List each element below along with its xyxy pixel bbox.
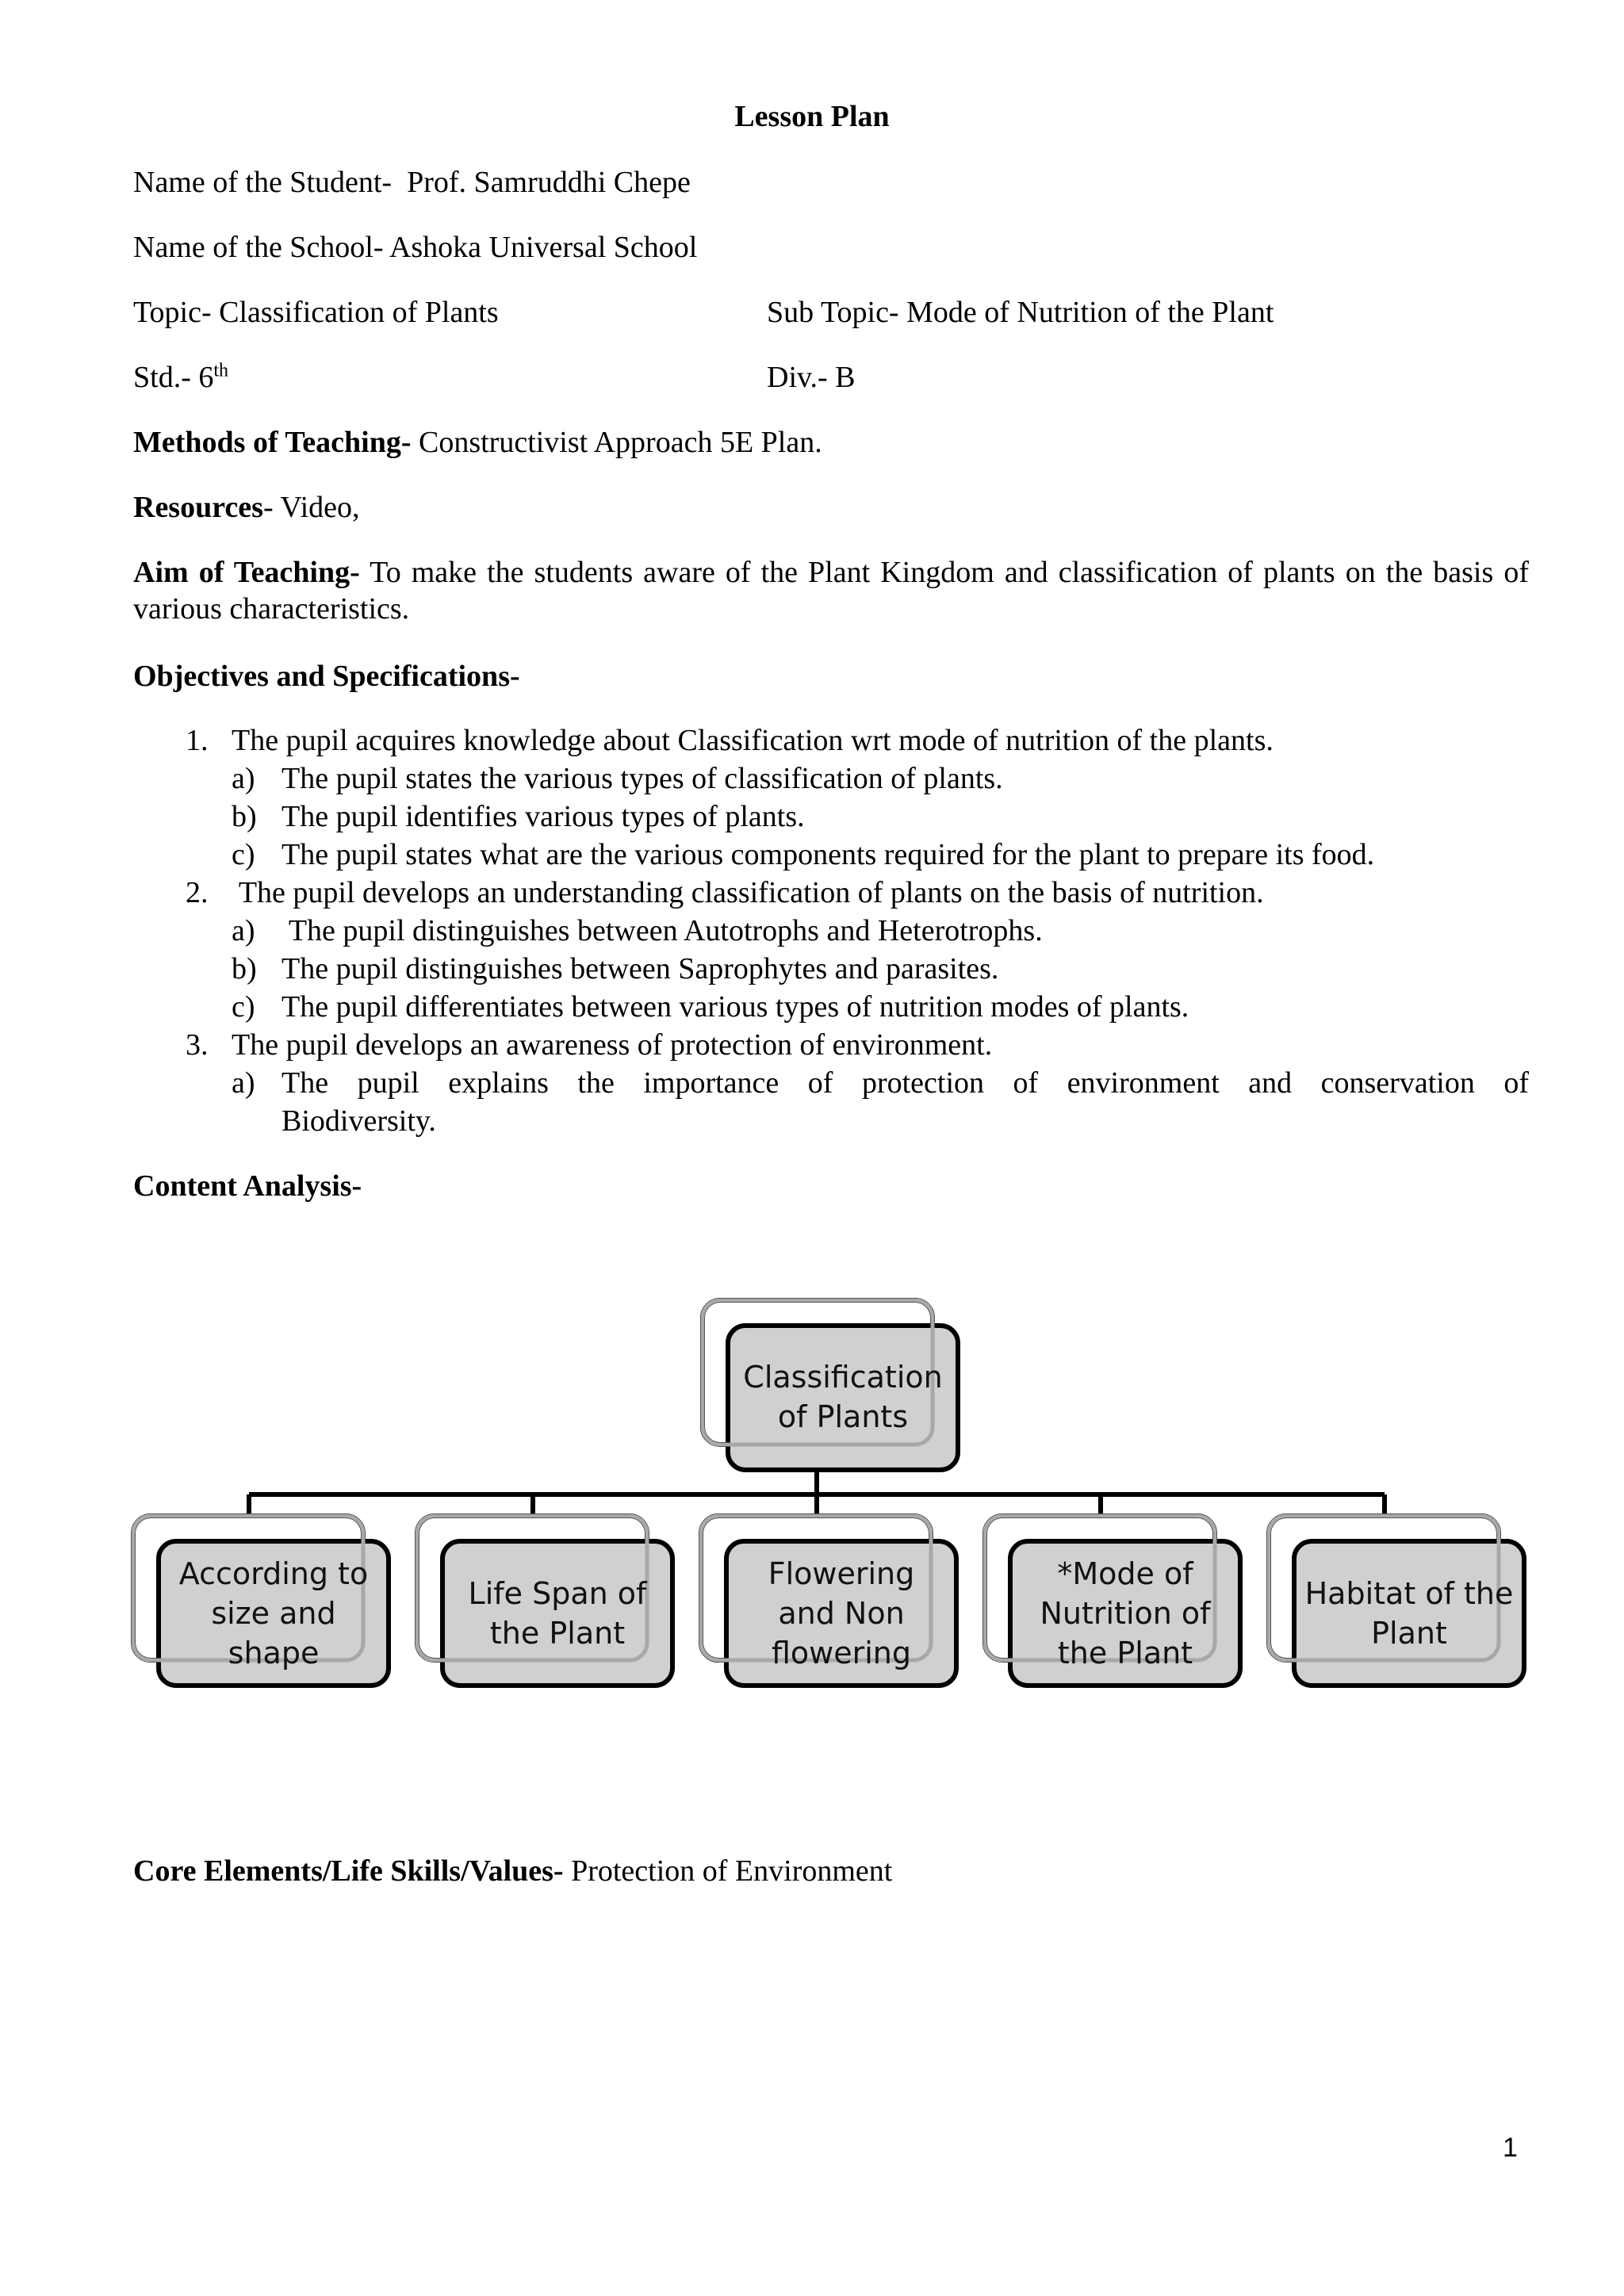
child-node-life-span	[417, 1516, 672, 1686]
objective-subtext: The pupil distinguishes between Saprophytes and parasites.	[282, 952, 999, 985]
resources-label: Resources	[133, 491, 263, 524]
child-node-label-line: flowering	[771, 1636, 912, 1670]
child-node-label-line: shape	[228, 1636, 320, 1670]
child-node-habitat	[1269, 1516, 1524, 1686]
child-node-nutrition	[985, 1516, 1240, 1686]
core-elements-value: Protection of Environment	[563, 1854, 893, 1888]
child-node-label-line: *Mode of	[1057, 1556, 1193, 1591]
child-node-label-line: Habitat of the	[1304, 1576, 1514, 1611]
objective-number: 3.	[186, 1028, 209, 1062]
child-node-label-line: Flowering	[768, 1556, 915, 1591]
objective-number: 2.	[186, 876, 209, 909]
objective-subnumber: b)	[232, 952, 257, 985]
topic-text: Topic- Classification of Plants	[133, 296, 499, 329]
std-superscript: th	[213, 360, 229, 381]
school-label: Name of the School-	[133, 231, 384, 264]
objective-subtext-continued: Biodiversity.	[282, 1104, 436, 1138]
child-node-box	[442, 1541, 672, 1686]
student-value: Prof. Samruddhi Chepe	[407, 166, 691, 199]
root-node-box	[728, 1326, 958, 1470]
child-node-label-line: Nutrition of	[1040, 1596, 1211, 1631]
objective-subnumber: a)	[232, 914, 255, 947]
objective-subtext: The pupil distinguishes between Autotrophs and Heterotrophs.	[282, 914, 1043, 947]
root-node-label-line: Classification	[743, 1360, 943, 1395]
subtopic-text: Sub Topic- Mode of Nutrition of the Plant	[767, 296, 1274, 329]
child-node-size-shape	[133, 1516, 389, 1686]
objective-subtext: The pupil states what are the various components required for the plant to prepare its food.	[282, 838, 1375, 871]
student-label: Name of the Student-	[133, 166, 393, 199]
child-node-label-line: Plant	[1371, 1616, 1447, 1651]
objective-subtext: The pupil states the various types of classification of plants.	[282, 762, 1003, 795]
objective-text: The pupil develops an understanding classification of plants on the basis of nutrition.	[232, 876, 1264, 909]
objective-subtext: The pupil differentiates between various types of nutrition modes of plants.	[282, 990, 1189, 1024]
objective-subnumber: a)	[232, 1066, 255, 1100]
root-node-label-line: of Plants	[777, 1399, 909, 1434]
child-node-label-line: size and	[211, 1596, 336, 1631]
child-node-label-line: the Plant	[1057, 1636, 1193, 1670]
core-elements-label: Core Elements/Life Skills/Values-	[133, 1854, 564, 1888]
objective-subtext: The pupil explains the importance of protection of environment and conservation of	[282, 1066, 1529, 1100]
methods-value: Constructivist Approach 5E Plan.	[411, 426, 822, 459]
objective-subnumber: a)	[232, 762, 255, 795]
root-node	[703, 1300, 958, 1470]
objective-subnumber: b)	[232, 800, 257, 833]
connector-lines	[249, 1470, 1385, 1516]
child-node-label-line: According to	[178, 1556, 369, 1591]
objective-number: 1.	[186, 724, 209, 757]
aim-label: Aim of Teaching-	[133, 556, 360, 589]
page-number: 1	[1503, 2133, 1518, 2163]
aim-value: To make the students aware of the Plant Kingdom and classification of plants on the basis of various characteristics.	[133, 556, 1529, 626]
methods-label: Methods of Teaching-	[133, 426, 412, 459]
objective-subtext: The pupil identifies various types of plants.	[282, 800, 805, 833]
child-node-box	[1294, 1541, 1524, 1686]
child-node-label-line: the Plant	[489, 1616, 626, 1651]
objective-text: The pupil acquires knowledge about Classification wrt mode of nutrition of the plants.	[232, 724, 1274, 757]
objective-text: The pupil develops an awareness of protection of environment.	[232, 1028, 993, 1062]
content-analysis-heading: Content Analysis-	[133, 1169, 362, 1203]
objective-subnumber: c)	[232, 990, 255, 1024]
child-node-label-line: Life Span of	[468, 1576, 647, 1611]
objectives-heading: Objectives and Specifications-	[133, 660, 520, 693]
objective-subnumber: c)	[232, 838, 255, 871]
child-node-label-line: and Non	[778, 1596, 905, 1631]
div-text: Div.- B	[767, 361, 856, 394]
std-prefix: Std.- 6	[133, 361, 214, 394]
resources-value: - Video,	[262, 491, 360, 524]
school-value: Ashoka Universal School	[389, 231, 698, 264]
child-node-flowering	[701, 1516, 956, 1686]
core-elements-line	[133, 1853, 892, 1889]
page-title: Lesson Plan	[734, 100, 890, 133]
